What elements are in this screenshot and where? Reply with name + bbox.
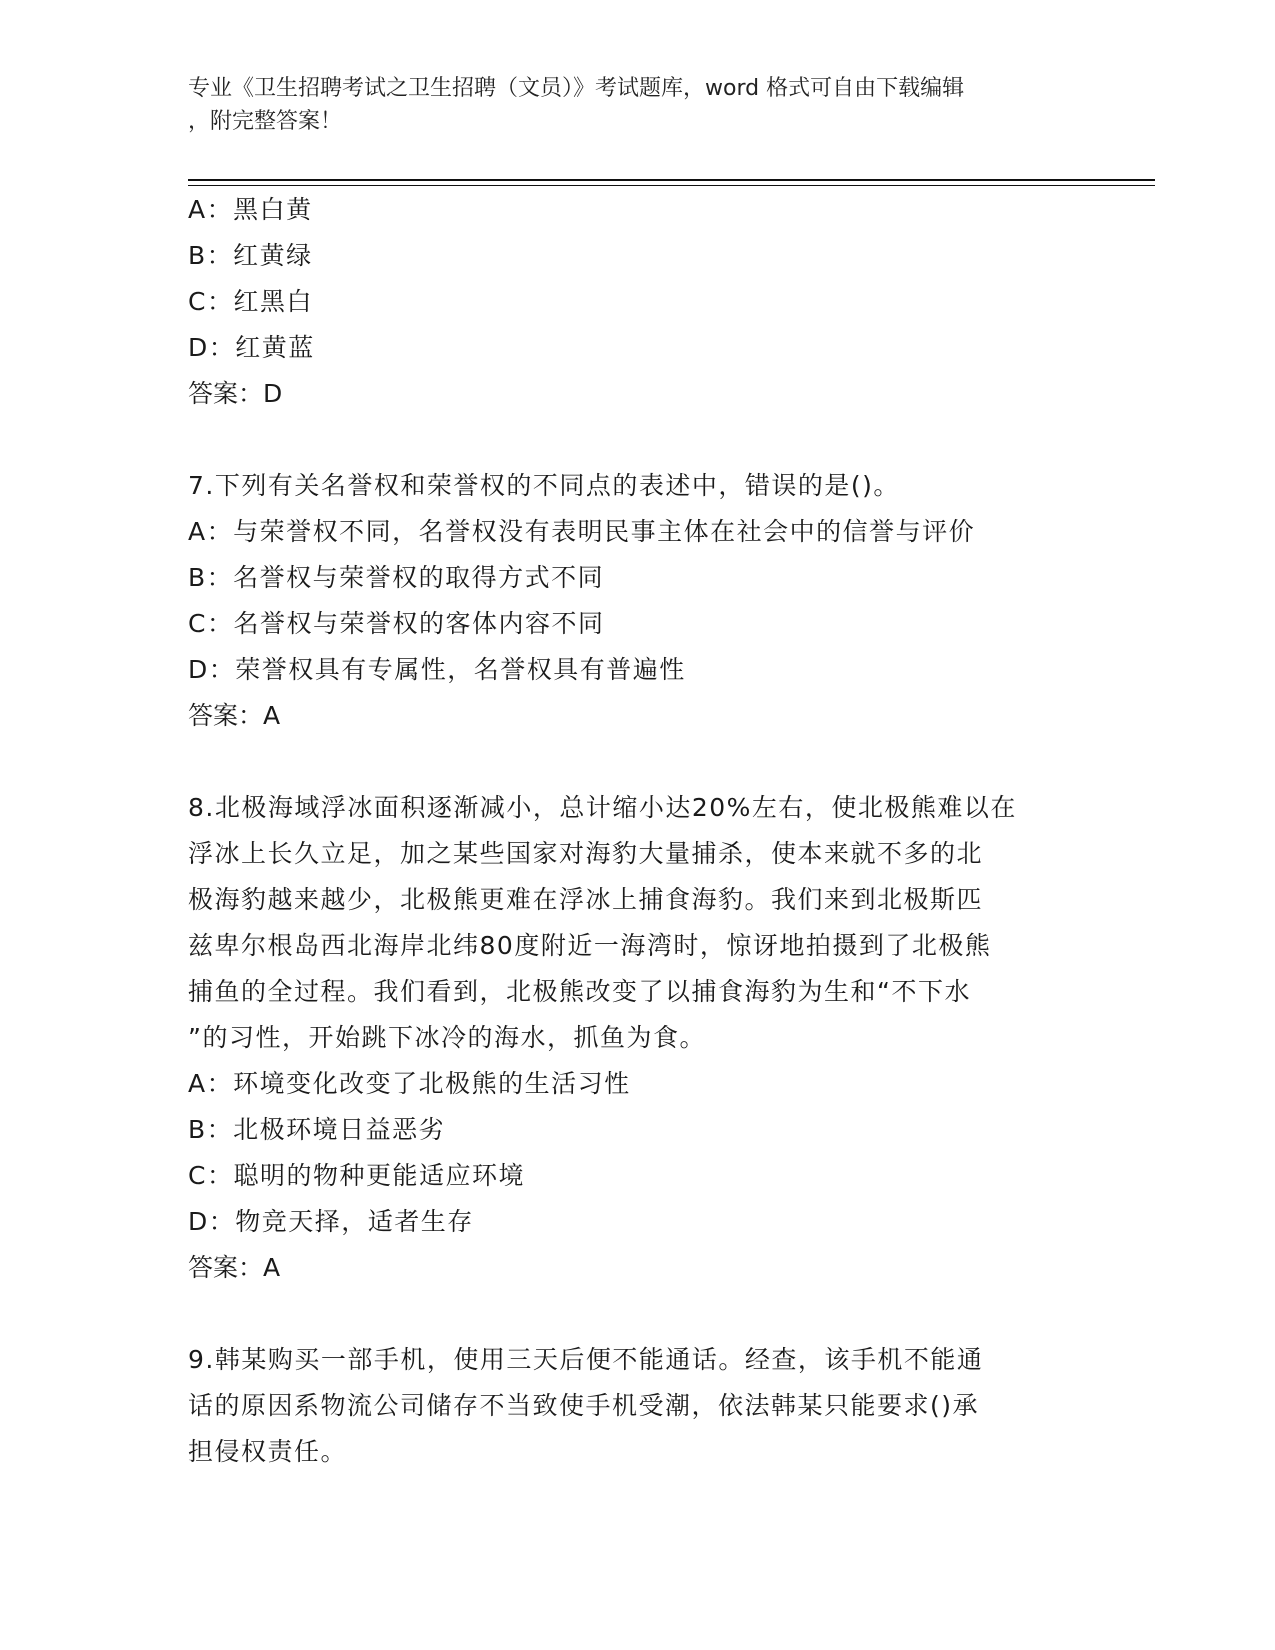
question-stem-line: 话的原因系物流公司储存不当致使手机受潮，依法韩某只能要求()承 [188,1391,980,1420]
question-stem-line: ”的习性，开始跳下冰冷的海水，抓鱼为食。 [188,1023,706,1052]
option-d: D：红黄蓝 [188,333,315,362]
question-content [188,187,1088,1475]
question-stem-line: 8.北极海域浮冰面积逐渐减小，总计缩小达20%左右，使北极熊难以在 [188,793,1017,822]
question-stem-line: 9.韩某购买一部手机，使用三天后便不能通话。经查，该手机不能通 [188,1345,984,1374]
option-a: A：环境变化改变了北极熊的生活习性 [188,1069,631,1098]
option-c: C：名誉权与荣誉权的客体内容不同 [188,609,605,638]
option-b: B：北极环境日益恶劣 [188,1115,446,1144]
question-stem-line: 极海豹越来越少，北极熊更难在浮冰上捕食海豹。我们来到北极斯匹 [188,885,984,914]
option-a: A：黑白黄 [188,195,313,224]
question-6 [188,187,1088,417]
option-d: D：物竞天择，适者生存 [188,1207,474,1236]
answer: 答案：D [188,379,283,408]
header-line-1: 专业《卫生招聘考试之卫生招聘（文员）》考试题库，word 格式可自由下载编辑 [188,76,965,101]
option-c: C：聪明的物种更能适应环境 [188,1161,525,1190]
question-8 [188,785,1088,1291]
header-divider-thick [188,179,1155,181]
option-b: B：红黄绿 [188,241,313,270]
spacer [188,739,1088,785]
question-stem-line: 兹卑尔根岛西北海岸北纬80度附近一海湾时，惊讶地拍摄到了北极熊 [188,931,992,960]
question-stem-line: 浮冰上长久立足，加之某些国家对海豹大量捕杀，使本来就不多的北 [188,839,984,868]
question-stem-line: 捕鱼的全过程。我们看到，北极熊改变了以捕食海豹为生和“不下水 [188,977,971,1006]
question-stem: 7.下列有关名誉权和荣誉权的不同点的表述中，错误的是()。 [188,471,900,500]
spacer [188,1291,1088,1337]
spacer [188,417,1088,463]
header-line-2: ，附完整答案！ [188,109,343,134]
answer: 答案：A [188,701,281,730]
answer: 答案：A [188,1253,281,1282]
header-divider-thin [188,185,1155,186]
document-header [188,72,1088,138]
question-stem-line: 担侵权责任。 [188,1437,348,1466]
option-a: A：与荣誉权不同，名誉权没有表明民事主体在社会中的信誉与评价 [188,517,976,546]
option-c: C：红黑白 [188,287,313,316]
option-d: D：荣誉权具有专属性，名誉权具有普遍性 [188,655,686,684]
question-9 [188,1337,1088,1475]
question-7 [188,463,1088,739]
option-b: B：名誉权与荣誉权的取得方式不同 [188,563,605,592]
